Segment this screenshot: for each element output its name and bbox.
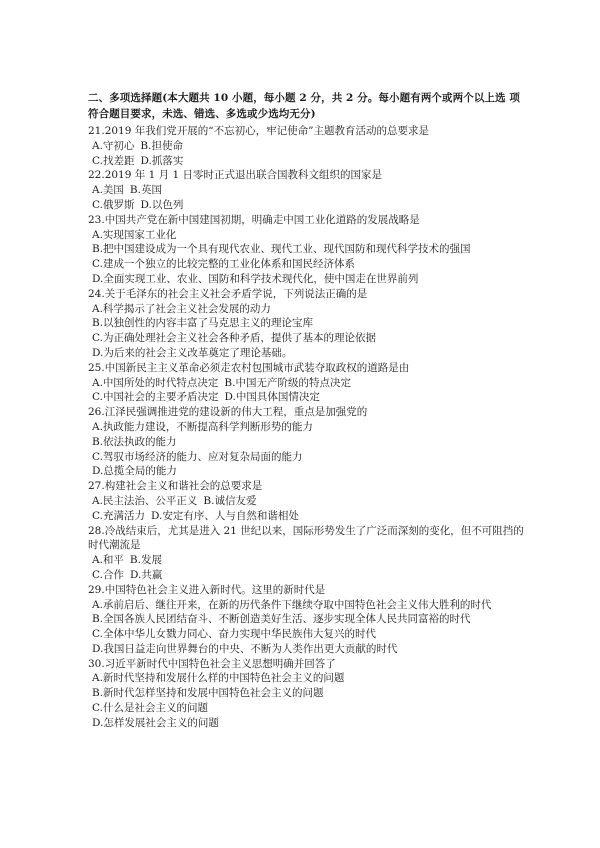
question-block: [88, 583, 528, 657]
option-row: [88, 316, 528, 331]
section-heading: 二、多项选择题(本大题共 10 小题，每小题 2 分，共 2 分。每小题有两个或两个以上选 项符合题目要求，未选、错选、多选或少选均无分): [88, 92, 520, 120]
answer-option: A.新时代坚持和发展什么样的中国特色社会主义的问题: [92, 672, 345, 685]
question-stem: 27.构建社会主义和谐社会的总要求是: [88, 480, 263, 493]
option-row: [88, 464, 528, 479]
answer-option: D.共赢: [130, 568, 163, 581]
option-row: [88, 390, 528, 405]
answer-option: B.新时代怎样坚持和发展中国特色社会主义的问题: [92, 687, 324, 700]
answer-option: C.中国社会的主要矛盾决定: [92, 391, 219, 404]
question-block: [88, 168, 528, 212]
option-row: [88, 701, 528, 716]
question-stem: 23.中国共产党在新中国建国初期，明确走中国工业化道路的发展战略是: [88, 213, 420, 226]
answer-option: B.担使命: [140, 139, 183, 152]
option-row: [88, 494, 528, 509]
question-block: [88, 213, 528, 287]
answer-option: C.什么是社会主义的问题: [92, 702, 208, 715]
option-row: [88, 198, 528, 213]
answer-option: C.建成一个独立的比较完整的工业化体系和国民经济体系: [92, 258, 355, 271]
answer-option: D.为后来的社会主义改革奠定了理论基础。: [92, 346, 293, 359]
answer-option: B.把中国建设成为一个具有现代农业、现代工业、现代国防和现代科学技术的强国: [92, 243, 471, 256]
answer-option: C.全体中华儿女戮力同心、奋力实现中华民族伟大复兴的时代: [92, 628, 376, 641]
option-row: [88, 598, 528, 613]
question-stem: 21.2019 年我们党开展的“不忘初心，牢记使命”主题教育活动的总要求是: [88, 125, 429, 137]
answer-option: B.全国各族人民团结奋斗、不断创造美好生活、逐步实现全体人民共同富裕的时代: [92, 613, 471, 626]
answer-option: A.执政能力建设，不断提高科学判断形势的能力: [92, 420, 313, 433]
option-row: [88, 420, 528, 435]
option-row: [88, 376, 528, 391]
option-row: [88, 612, 528, 627]
answer-option: D.抓落实: [140, 154, 184, 167]
question-block: [88, 361, 528, 405]
option-row: [88, 568, 528, 583]
document-content: [88, 90, 528, 731]
answer-option: A.科学揭示了社会主义社会发展的动力: [92, 302, 271, 315]
question-stem: 24.关于毛泽东的社会主义社会矛盾学说，下列说法正确的是: [88, 287, 368, 300]
question-block: [88, 524, 528, 583]
answer-option: A.中国所处的时代特点决定: [92, 376, 219, 389]
answer-option: D.中国具体国情决定: [224, 391, 320, 404]
question-block: [88, 287, 528, 361]
answer-option: B.中国无产阶级的特点决定: [224, 376, 351, 389]
option-row: [88, 228, 528, 243]
option-row: [88, 331, 528, 346]
answer-option: A.承前启后、继往开来，在新的历代条件下继续夺取中国特色社会主义伟大胜利的时代: [92, 598, 492, 611]
option-row: [88, 183, 528, 198]
option-row: [88, 553, 528, 568]
answer-option: A.民主法治、公平正义: [92, 494, 198, 507]
answer-option: A.美国: [92, 184, 124, 197]
answer-option: D.总揽全局的能力: [92, 465, 177, 478]
option-row: [88, 686, 528, 701]
answer-option: B.诚信友爱: [203, 494, 257, 507]
answer-option: C.找差距: [92, 154, 135, 167]
option-row: [88, 346, 528, 361]
question-list: [88, 124, 528, 731]
answer-option: C.合作: [92, 568, 124, 581]
option-row: [88, 154, 528, 169]
answer-option: C.俄罗斯: [92, 198, 135, 211]
answer-option: C.驾驭市场经济的能力、应对复杂局面的能力: [92, 450, 303, 463]
option-row: [88, 509, 528, 524]
option-row: [88, 139, 528, 154]
option-row: [88, 450, 528, 465]
option-row: [88, 716, 528, 731]
answer-option: D.安定有序、人与自然和谐相处: [151, 509, 299, 522]
question-stem: 25.中国新民主主义革命必须走农村包围城市武装夺取政权的道路是由: [88, 361, 410, 374]
question-block: [88, 479, 528, 523]
answer-option: C.为正确处理社会主义社会各种矛盾，提供了基本的理论依据: [92, 332, 376, 345]
option-row: [88, 272, 528, 287]
answer-option: D.以色列: [140, 198, 184, 211]
option-row: [88, 435, 528, 450]
answer-option: B.发展: [129, 554, 162, 567]
option-row: [88, 257, 528, 272]
question-stem: 28.冷战结束后，尤其是进入 21 世纪以来，国际形势发生了广泛而深刻的变化，但不可阻挡的时代潮流是: [88, 524, 524, 552]
answer-option: B.依法执政的能力: [92, 435, 177, 448]
option-row: [88, 627, 528, 642]
answer-option: A.守初心: [92, 139, 135, 152]
answer-option: C.充满活力: [92, 509, 145, 522]
answer-option: D.我国日益走向世界舞台的中央、不断为人类作出更大贡献的时代: [92, 642, 398, 655]
answer-option: B.英国: [129, 184, 162, 197]
question-stem: 29.中国特色社会主义进入新时代。这里的新时代是: [88, 583, 326, 596]
option-row: [88, 671, 528, 686]
question-block: [88, 405, 528, 479]
question-block: [88, 657, 528, 731]
option-row: [88, 642, 528, 657]
option-row: [88, 302, 528, 317]
question-stem: 30.习近平新时代中国特色社会主义思想明确并回答了: [88, 657, 336, 670]
question-stem: 26.江泽民强调推进党的建设新的伟大工程，重点是加强党的: [88, 406, 368, 419]
answer-option: D.全面实现工业、农业、国防和科学技术现代化，使中国走在世界前列: [92, 272, 419, 285]
option-row: [88, 242, 528, 257]
answer-option: A.实现国家工业化: [92, 228, 177, 241]
answer-option: D.怎样发展社会主义的问题: [92, 716, 219, 729]
answer-option: A.和平: [92, 554, 124, 567]
question-stem: 22.2019 年 1 月 1 日零时正式退出联合国教科文组织的国家是: [88, 169, 382, 182]
answer-option: B.以独创性的内容丰富了马克思主义的理论宝库: [92, 317, 314, 330]
question-block: [88, 124, 528, 168]
